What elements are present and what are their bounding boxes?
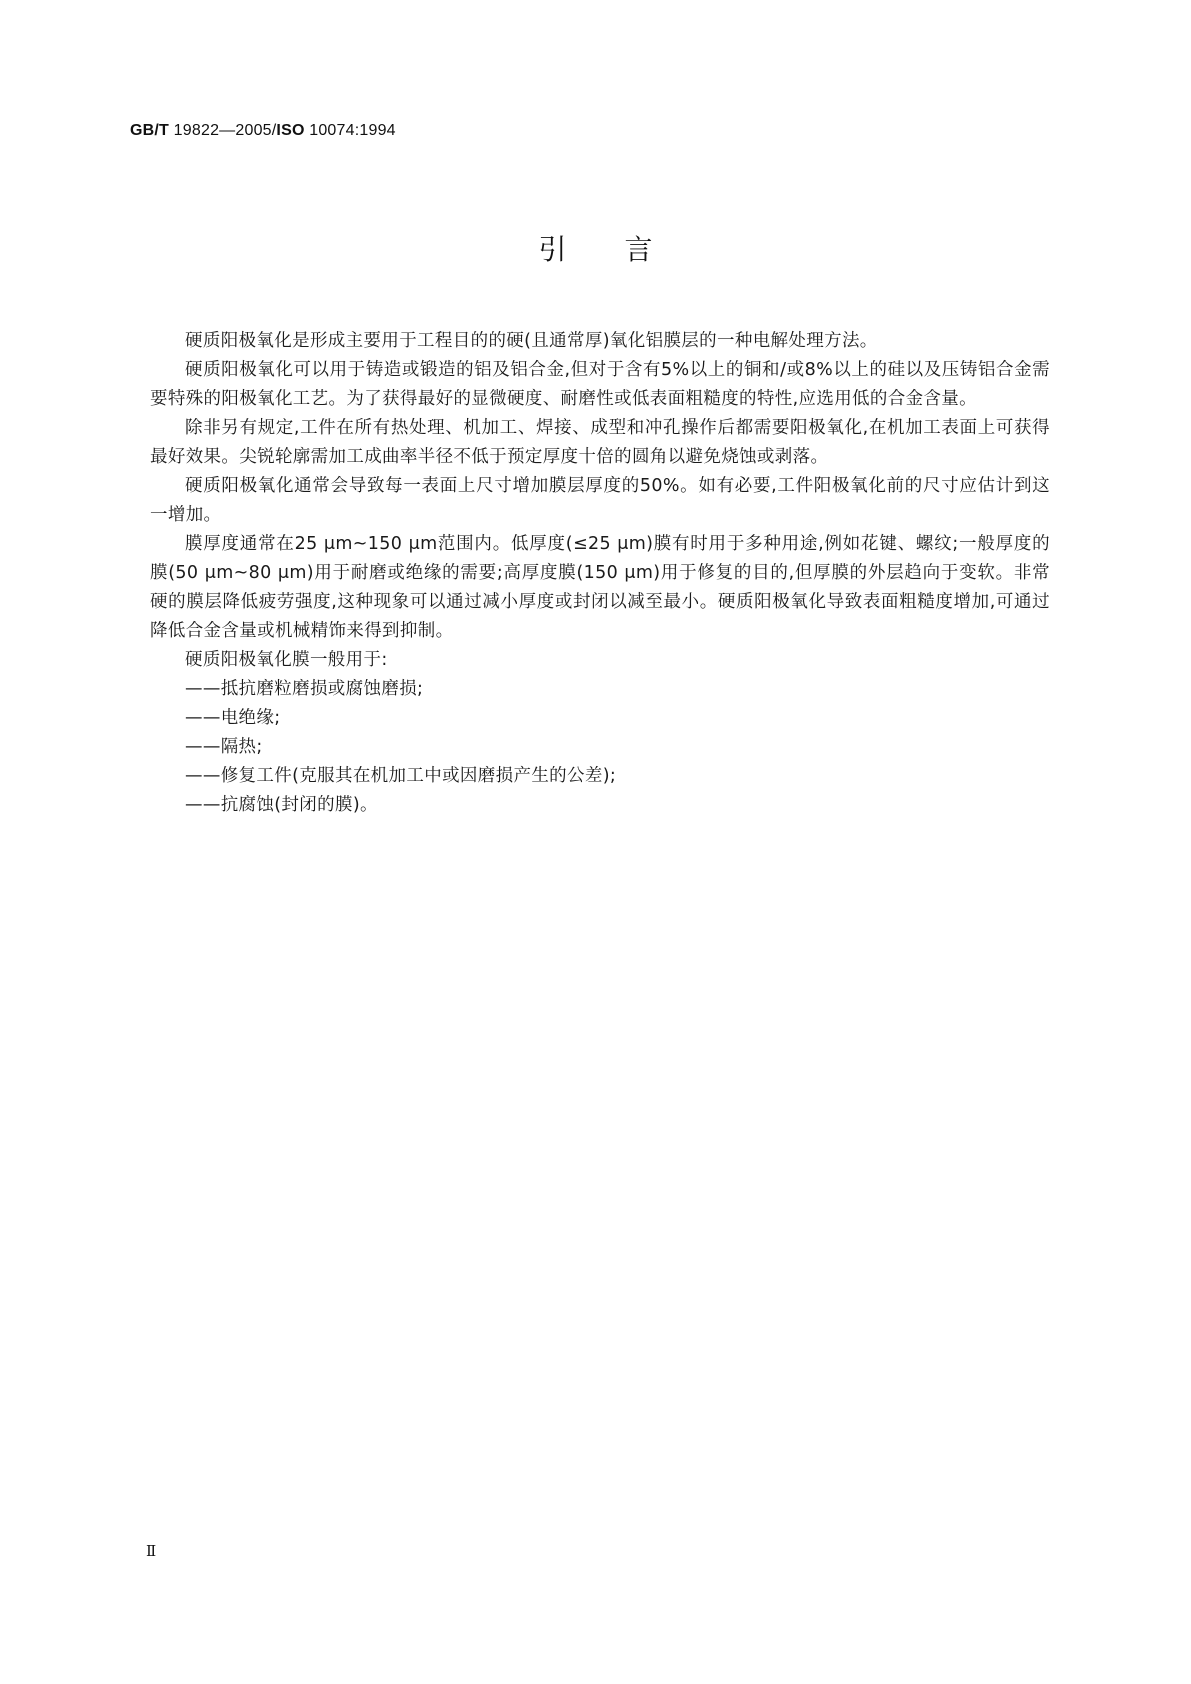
standard-code-header bbox=[130, 122, 396, 140]
paragraph-6: 硬质阳极氧化膜一般用于: bbox=[185, 650, 388, 670]
list-item: ——隔热; bbox=[185, 737, 263, 757]
paragraph-4: 硬质阳极氧化通常会导致每一表面上尺寸增加膜层厚度的50%。如有必要,工件阳极氧化前的尺寸应估计到这一增加。 bbox=[150, 476, 1050, 525]
page-number: Ⅱ bbox=[146, 1542, 157, 1560]
paragraph-2: 硬质阳极氧化可以用于铸造或锻造的铝及铝合金,但对于含有5%以上的铜和/或8%以上的硅以及压铸铝合金需要特殊的阳极氧化工艺。为了获得最好的显微硬度、耐磨性或低表面粗糙度的特性,应选用低的合金含量。 bbox=[150, 360, 1050, 409]
page-title: 引言 bbox=[538, 233, 711, 266]
iso-number: 10074:1994 bbox=[304, 122, 396, 139]
iso-prefix: ISO bbox=[276, 122, 305, 139]
list-item: ——抗腐蚀(封闭的膜)。 bbox=[185, 795, 378, 815]
list-item: ——电绝缘; bbox=[185, 708, 281, 728]
list-item: ——修复工件(克服其在机加工中或因磨损产生的公差); bbox=[185, 766, 617, 786]
paragraph-1: 硬质阳极氧化是形成主要用于工程目的的硬(且通常厚)氧化铝膜层的一种电解处理方法。 bbox=[185, 331, 878, 351]
usage-list bbox=[150, 675, 1050, 820]
standard-code-prefix: GB/T bbox=[130, 122, 170, 139]
paragraph-3: 除非另有规定,工件在所有热处理、机加工、焊接、成型和冲孔操作后都需要阳极氧化,在机加工表面上可获得最好效果。尖锐轮廓需加工成曲率半径不低于预定厚度十倍的圆角以避免烧蚀或剥落。 bbox=[150, 418, 1050, 467]
standard-code-number: 19822—2005/ bbox=[169, 122, 277, 139]
paragraph-5: 膜厚度通常在25 μm~150 μm范围内。低厚度(≤25 μm)膜有时用于多种用途,例如花键、螺纹;一般厚度的膜(50 μm~80 μm)用于耐磨或绝缘的需要;高厚度膜(150 μm)用于修复的目的,但厚膜的外层趋向于变软。非常硬的膜层降低疲劳强度,这种现象可以通过减小厚度或封闭以减至最小。硬质阳极氧化导致表面粗糙度增加,可通过降低合金含量或机械精饰来得到抑制。 bbox=[150, 534, 1050, 641]
list-item: ——抵抗磨粒磨损或腐蚀磨损; bbox=[185, 679, 424, 699]
document-body bbox=[150, 327, 1050, 820]
